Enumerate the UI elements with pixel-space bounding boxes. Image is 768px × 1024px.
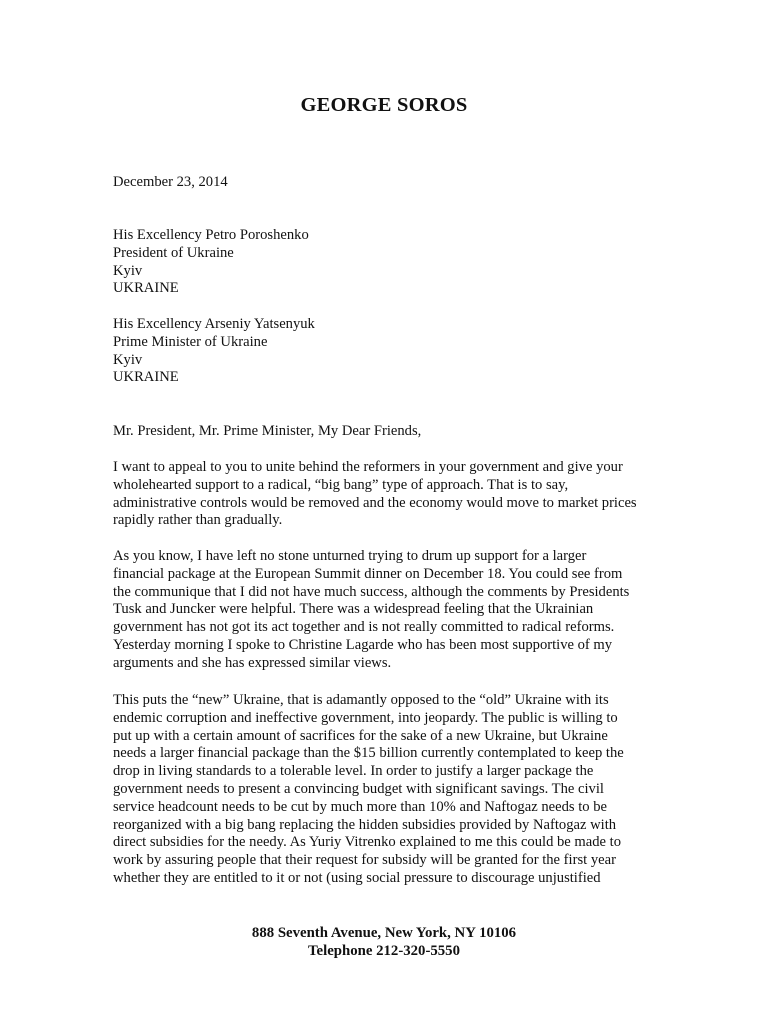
paragraph-line: wholehearted support to a radical, “big bang” type of approach. That is to say, xyxy=(113,476,569,493)
paragraph-line: administrative controls would be removed and the economy would move to market prices xyxy=(113,494,637,511)
footer-address: 888 Seventh Avenue, New York, NY 10106 xyxy=(251,925,517,941)
paragraph-line: government needs to present a convincing budget with significant savings. The civil xyxy=(113,780,604,797)
paragraph-line: drop in living standards to a tolerable level. In order to justify a larger package the xyxy=(113,763,594,780)
paragraph-line: put up with a certain amount of sacrifices for the sake of a new Ukraine, but Ukraine xyxy=(113,727,608,744)
paragraph-line: This puts the “new” Ukraine, that is adamantly opposed to the “old” Ukraine with its xyxy=(113,692,609,708)
footer-telephone: Telephone 212-320-5550 xyxy=(308,943,460,959)
paragraph-line: whether they are entitled to it or not (using social pressure to discourage unjustified xyxy=(113,869,601,886)
letter-date: December 23, 2014 xyxy=(113,174,228,190)
paragraph-line: I want to appeal to you to unite behind the reformers in your government and give your xyxy=(113,459,623,475)
paragraph-line: government has not got its act together and is not really committed to radical reforms. xyxy=(113,619,615,636)
paragraph-line: service headcount needs to be cut by much more than 10% and Naftogaz needs to be xyxy=(113,798,607,815)
recipient-address-block xyxy=(113,316,658,387)
recipient-city: Kyiv xyxy=(113,351,143,368)
paragraph-line: endemic corruption and ineffective government, into jeopardy. The public is willing to xyxy=(113,709,618,726)
paragraph-line: Yesterday morning I spoke to Christine Lagarde who has been most supportive of my xyxy=(113,636,613,653)
paragraph-line: direct subsidies for the needy. As Yuriy Vitrenko explained to me this could be made to xyxy=(113,834,622,851)
paragraph-line: financial package at the European Summit dinner on December 18. You could see from xyxy=(113,565,623,582)
recipient-title: President of Ukraine xyxy=(113,244,234,261)
paragraph-line: Tusk and Juncker were helpful. There was a widespread feeling that the Ukrainian xyxy=(113,601,594,618)
paragraph-line: reorganized with a big bang replacing the hidden subsidies provided by Naftogaz with xyxy=(113,816,617,833)
body-paragraph xyxy=(113,692,658,888)
paragraph-line: rapidly rather than gradually. xyxy=(113,512,283,529)
paragraph-line: needs a larger financial package than the $15 billion currently contemplated to keep the xyxy=(113,745,624,762)
recipient-country: UKRAINE xyxy=(113,369,179,386)
salutation: Mr. President, Mr. Prime Minister, My Dear Friends, xyxy=(113,423,422,439)
letterhead-footer xyxy=(0,924,768,960)
paragraph-line: arguments and she has expressed similar views. xyxy=(113,654,392,671)
recipient-country: UKRAINE xyxy=(113,280,179,297)
body-paragraph xyxy=(113,459,658,530)
letterhead-name: GEORGE SOROS xyxy=(300,94,468,116)
recipient-city: Kyiv xyxy=(113,262,143,279)
recipient-name: His Excellency Arseniy Yatsenyuk xyxy=(113,316,315,332)
paragraph-line: the communique that I did not have much success, although the comments by Presidents xyxy=(113,583,630,600)
paragraph-line: As you know, I have left no stone unturned trying to drum up support for a larger xyxy=(113,548,587,564)
paragraph-line: work by assuring people that their request for subsidy will be granted for the first year xyxy=(113,852,616,869)
recipient-name: His Excellency Petro Poroshenko xyxy=(113,227,309,243)
body-paragraph xyxy=(113,548,658,673)
recipient-title: Prime Minister of Ukraine xyxy=(113,333,268,350)
recipient-address-block xyxy=(113,227,658,298)
